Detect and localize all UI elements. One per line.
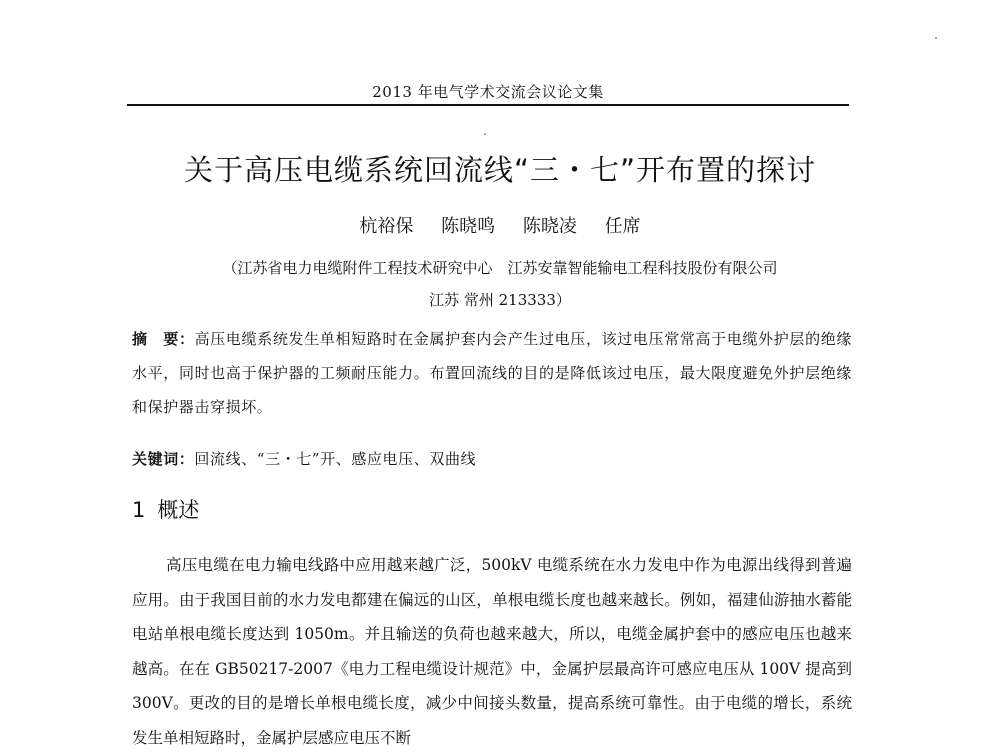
section-heading: [132, 494, 199, 526]
header-rule: [127, 104, 849, 106]
author-2: 陈晓鸣: [441, 216, 496, 237]
author-4: 任席: [604, 216, 641, 237]
keywords-text: 回流线、“三・七”开、感应电压、双曲线: [194, 450, 477, 468]
abstract: [132, 322, 852, 424]
paper-title: 关于高压电缆系统回流线“三・七”开布置的探讨: [183, 153, 817, 187]
affiliation-line-2: 江苏 常州 213333）: [429, 291, 571, 309]
section-body-paragraph: 高压电缆在电力输电线路中应用越来越广泛，500kV 电缆系统在水力发电中作为电源出线得到普遍应用。由于我国目前的水力发电都建在偏远的山区，单根电缆长度也越来越长。例如，福建仙游抽水蓄能电站单根电缆长度达到 1050m。并且输送的负荷也越来越大，所以，电缆金属护套中的感应电压也越来越高。在在 GB50217-2007《电力工程电缆设计规范》中，金属护层最高许可感应电压从 100V 提高到 300V。更改的目的是增长单根电缆长度，减少中间接头数量，提高系统可靠性。由于电缆的增长，系统发生单相短路时，金属护层感应电压不断: [132, 556, 852, 747]
scan-speck: [935, 37, 937, 39]
abstract-text: 高压电缆系统发生单相短路时在金属护套内会产生过电压，该过电压常常高于电缆外护层的绝缘水平，同时也高于保护器的工频耐压能力。布置回流线的目的是降低该过电压，最大限度避免外护层绝缘和保护器击穿损坏。: [132, 330, 852, 416]
author-1: 杭裕保: [359, 216, 414, 237]
author-list: [60, 214, 940, 240]
running-header: 2013 年电气学术交流会议论文集: [372, 83, 604, 101]
keywords-label: 关键词：: [132, 450, 195, 468]
abstract-label: 摘 要：: [132, 330, 195, 348]
scan-speck: [484, 133, 486, 135]
section-number: 1: [132, 498, 146, 522]
keywords: [132, 442, 852, 476]
author-3: 陈晓凌: [522, 216, 577, 237]
section-title: 概述: [157, 498, 200, 522]
affiliation-line-1: （江苏省电力电缆附件工程技术研究中心 江苏安靠智能输电工程科技股份有限公司: [222, 259, 778, 277]
